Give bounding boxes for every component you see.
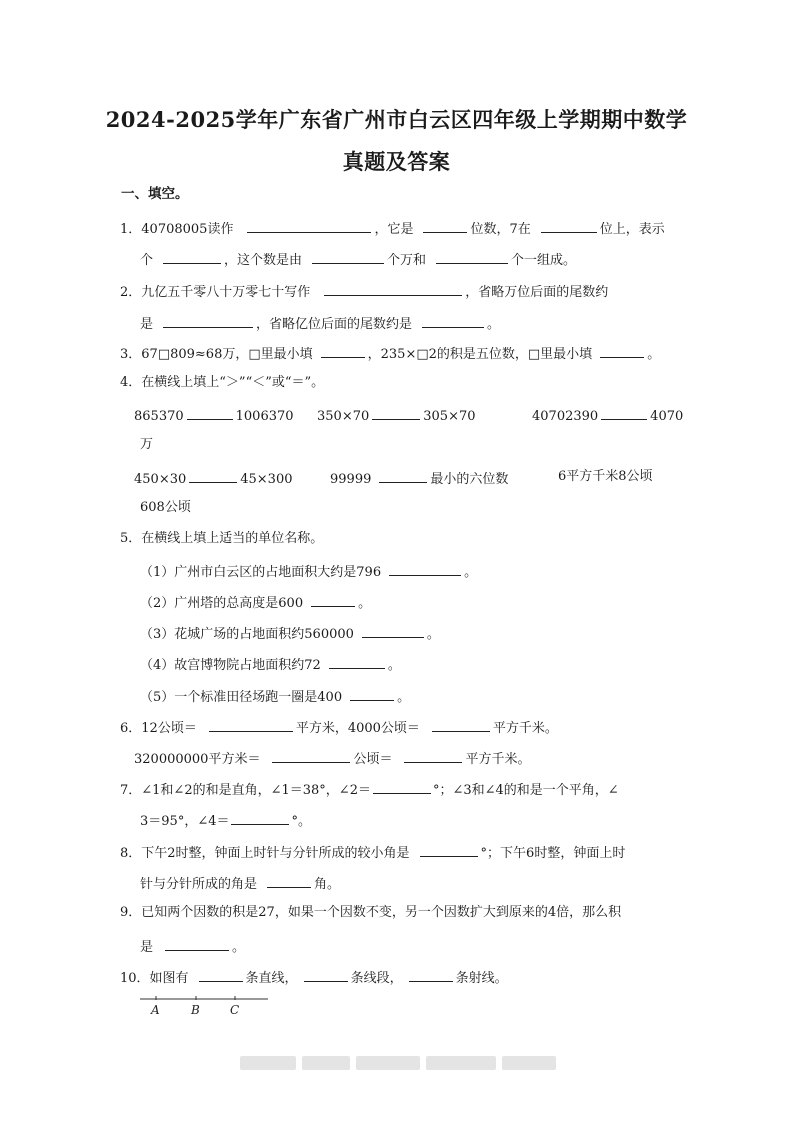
question-9-line2 bbox=[140, 936, 245, 957]
q5-s2-end: 。 bbox=[358, 596, 372, 611]
q4-r2-right: 45×300 bbox=[240, 472, 293, 487]
point-c-label: C bbox=[230, 1003, 240, 1017]
q10-blank-2[interactable] bbox=[304, 967, 348, 982]
q4-r1-right: 1006370 bbox=[235, 409, 294, 424]
q10-blank-3[interactable] bbox=[409, 967, 453, 982]
q5-s4-text: （4）故宫博物院占地面积约72 bbox=[140, 658, 321, 673]
q6-blank-2[interactable] bbox=[432, 717, 490, 732]
q8-text-d: 角。 bbox=[314, 877, 341, 892]
q7-blank-1[interactable] bbox=[373, 779, 431, 794]
q2-text-e: 。 bbox=[487, 317, 501, 332]
footer-bar-5 bbox=[502, 1056, 556, 1070]
q1-text-c: 位数，7在 bbox=[470, 222, 531, 237]
q1-text-a: 1．40708005读作 bbox=[120, 222, 234, 237]
q6-blank-3[interactable] bbox=[272, 748, 350, 763]
question-3 bbox=[120, 343, 660, 364]
q5-s1-text: （1）广州市白云区的占地面积大约是796 bbox=[140, 565, 382, 580]
q10-text-d: 条射线。 bbox=[455, 971, 508, 986]
point-b-label: B bbox=[191, 1003, 200, 1017]
q7-text-c: 3＝95°，∠4＝ bbox=[140, 814, 230, 829]
q1-text-d: 位上，表示 bbox=[599, 222, 665, 237]
q9-blank-1[interactable] bbox=[165, 936, 229, 951]
q1-text-b: ，它是 bbox=[374, 222, 414, 237]
q5-sub-2 bbox=[140, 592, 371, 613]
q4-r2-right2: 最小的六位数 bbox=[430, 472, 509, 487]
question-9-line1: 9．已知两个因数的积是27，如果一个因数不变，另一个因数扩大到原来的4倍，那么积 bbox=[120, 905, 622, 920]
q2-text-d: ，省略亿位后面的尾数约是 bbox=[256, 317, 413, 332]
q7-text-b: °；∠3和∠4的和是一个平角，∠ bbox=[432, 783, 619, 798]
q8-text-a: 8．下午2时整，钟面上时针与分针所成的较小角是 bbox=[120, 846, 410, 861]
q6-text-d: 320000000平方米＝ bbox=[134, 752, 261, 767]
q4-row1-wrap: 万 bbox=[140, 437, 154, 452]
question-7-line1 bbox=[120, 779, 619, 800]
q5-s3-end: 。 bbox=[426, 627, 440, 642]
q4-row1-item1 bbox=[134, 405, 294, 426]
q4-row2-item2 bbox=[330, 468, 508, 489]
q8-blank-1[interactable] bbox=[420, 842, 478, 857]
footer-bar-1 bbox=[240, 1056, 296, 1070]
q6-text-e: 公顷＝ bbox=[353, 752, 393, 767]
q10-text-c: 条线段， bbox=[350, 971, 403, 986]
q2-text-c: 是 bbox=[140, 317, 154, 332]
q1-text-e: 个 bbox=[140, 253, 154, 268]
q5-blank-5[interactable] bbox=[350, 686, 394, 701]
question-10 bbox=[120, 967, 508, 988]
q5-sub-3 bbox=[140, 623, 440, 644]
q1-blank-5[interactable] bbox=[312, 249, 384, 264]
q2-text-b: ，省略万位后面的尾数约 bbox=[465, 285, 609, 300]
q5-sub-5 bbox=[140, 686, 410, 707]
q1-text-f: ，这个数是由 bbox=[224, 253, 303, 268]
q10-text-a: 10．如图有 bbox=[120, 971, 189, 986]
line-figure bbox=[138, 992, 273, 1018]
q5-blank-3[interactable] bbox=[362, 623, 424, 638]
q7-text-d: °。 bbox=[291, 814, 311, 829]
q4-r1-blank-2[interactable] bbox=[372, 405, 420, 420]
q9-text-c: 。 bbox=[232, 940, 246, 955]
question-6-line1 bbox=[120, 717, 558, 738]
q6-text-a: 6．12公顷＝ bbox=[120, 721, 197, 736]
q5-s1-end: 。 bbox=[464, 565, 478, 580]
q5-s5-text: （5）一个标准田径场跑一圈是400 bbox=[140, 690, 343, 705]
question-2-line1 bbox=[120, 281, 608, 302]
q3-text-c: 。 bbox=[647, 347, 661, 362]
footer-bar-3 bbox=[356, 1056, 420, 1070]
q4-r1-left2: 350×70 bbox=[317, 409, 370, 424]
footer-bar-4 bbox=[426, 1056, 496, 1070]
q7-text-a: 7．∠1和∠2的和是直角，∠1＝38°，∠2＝ bbox=[120, 783, 371, 798]
question-8-line2 bbox=[140, 873, 340, 894]
question-7-line2 bbox=[140, 810, 311, 831]
q6-text-b: 平方米，4000公顷＝ bbox=[295, 721, 420, 736]
doc-title-line2: 真题及答案 bbox=[342, 149, 451, 174]
q3-blank-2[interactable] bbox=[600, 343, 644, 358]
q4-r1-right3: 4070 bbox=[650, 409, 684, 424]
question-1-line1 bbox=[120, 218, 665, 239]
q4-r1-blank-3[interactable] bbox=[601, 405, 647, 420]
q3-text-b: ，235×□2的积是五位数，□里最小填 bbox=[367, 347, 593, 362]
q2-blank-3[interactable] bbox=[422, 313, 484, 328]
q1-blank-1[interactable] bbox=[247, 218, 371, 233]
question-1-line2 bbox=[140, 249, 576, 270]
q1-blank-3[interactable] bbox=[541, 218, 597, 233]
q10-text-b: 条直线， bbox=[245, 971, 298, 986]
q5-s2-text: （2）广州塔的总高度是600 bbox=[140, 596, 304, 611]
q3-text-a: 3．67□809≈68万，□里最小填 bbox=[120, 347, 313, 362]
q4-r2-left: 450×30 bbox=[134, 472, 187, 487]
q8-text-c: 针与分针所成的角是 bbox=[140, 877, 258, 892]
q4-row2-wrap: 608公顷 bbox=[140, 500, 191, 515]
q5-blank-2[interactable] bbox=[311, 592, 355, 607]
q6-blank-4[interactable] bbox=[404, 748, 462, 763]
q1-blank-2[interactable] bbox=[423, 218, 467, 233]
q7-blank-2[interactable] bbox=[231, 810, 289, 825]
question-2-line2 bbox=[140, 313, 500, 334]
q4-r2-blank-1[interactable] bbox=[189, 468, 237, 483]
q6-text-f: 平方千米。 bbox=[465, 752, 531, 767]
q2-blank-2[interactable] bbox=[163, 313, 253, 328]
q8-blank-2[interactable] bbox=[267, 873, 311, 888]
q1-blank-4[interactable] bbox=[163, 249, 221, 264]
point-a-label: A bbox=[151, 1003, 160, 1017]
q2-blank-1[interactable] bbox=[324, 281, 462, 296]
q10-blank-1[interactable] bbox=[199, 967, 243, 982]
question-5-prompt: 5．在横线上填上适当的单位名称。 bbox=[120, 531, 324, 546]
q1-text-g: 个万和 bbox=[387, 253, 427, 268]
q4-r1-blank-1[interactable] bbox=[187, 405, 233, 420]
q1-text-h: 个一组成。 bbox=[511, 253, 577, 268]
q8-text-b: °；下午6时整，钟面上时 bbox=[480, 846, 626, 861]
q5-blank-4[interactable] bbox=[329, 654, 385, 669]
q5-s3-text: （3）花城广场的占地面积约560000 bbox=[140, 627, 354, 642]
q4-row1-item2 bbox=[317, 405, 476, 426]
q6-text-c: 平方千米。 bbox=[492, 721, 558, 736]
q5-sub-1 bbox=[140, 561, 477, 582]
q4-row1-item3 bbox=[532, 405, 683, 426]
q5-s4-end: 。 bbox=[387, 658, 401, 673]
q2-text-a: 2．九亿五千零八十万零七十写作 bbox=[120, 285, 311, 300]
q4-row2-item1 bbox=[134, 468, 293, 489]
q4-r1-left3: 40702390 bbox=[532, 409, 599, 424]
q4-r1-right2: 305×70 bbox=[423, 409, 476, 424]
q4-r2-left2: 99999 bbox=[330, 472, 372, 487]
question-4-prompt: 4．在横线上填上“＞”“＜”或“＝”。 bbox=[120, 375, 325, 390]
doc-title-line1: 2024-2025学年广东省广州市白云区四年级上学期期中数学 bbox=[105, 107, 688, 132]
footer-bar-2 bbox=[302, 1056, 350, 1070]
footer-watermark bbox=[240, 1056, 556, 1070]
q5-blank-1[interactable] bbox=[389, 561, 461, 576]
section-heading: 一、填空。 bbox=[121, 186, 189, 202]
q4-row2-item3: 6平方千米8公顷 bbox=[558, 469, 653, 484]
q9-text-b: 是 bbox=[140, 940, 154, 955]
q3-blank-1[interactable] bbox=[321, 343, 365, 358]
q4-r1-left: 865370 bbox=[134, 409, 184, 424]
q6-blank-1[interactable] bbox=[209, 717, 293, 732]
question-8-line1 bbox=[120, 842, 625, 863]
q5-sub-4 bbox=[140, 654, 401, 675]
q5-s5-end: 。 bbox=[397, 690, 411, 705]
q1-blank-6[interactable] bbox=[436, 249, 508, 264]
q4-r2-blank-2[interactable] bbox=[379, 468, 427, 483]
question-6-line2 bbox=[134, 748, 530, 769]
